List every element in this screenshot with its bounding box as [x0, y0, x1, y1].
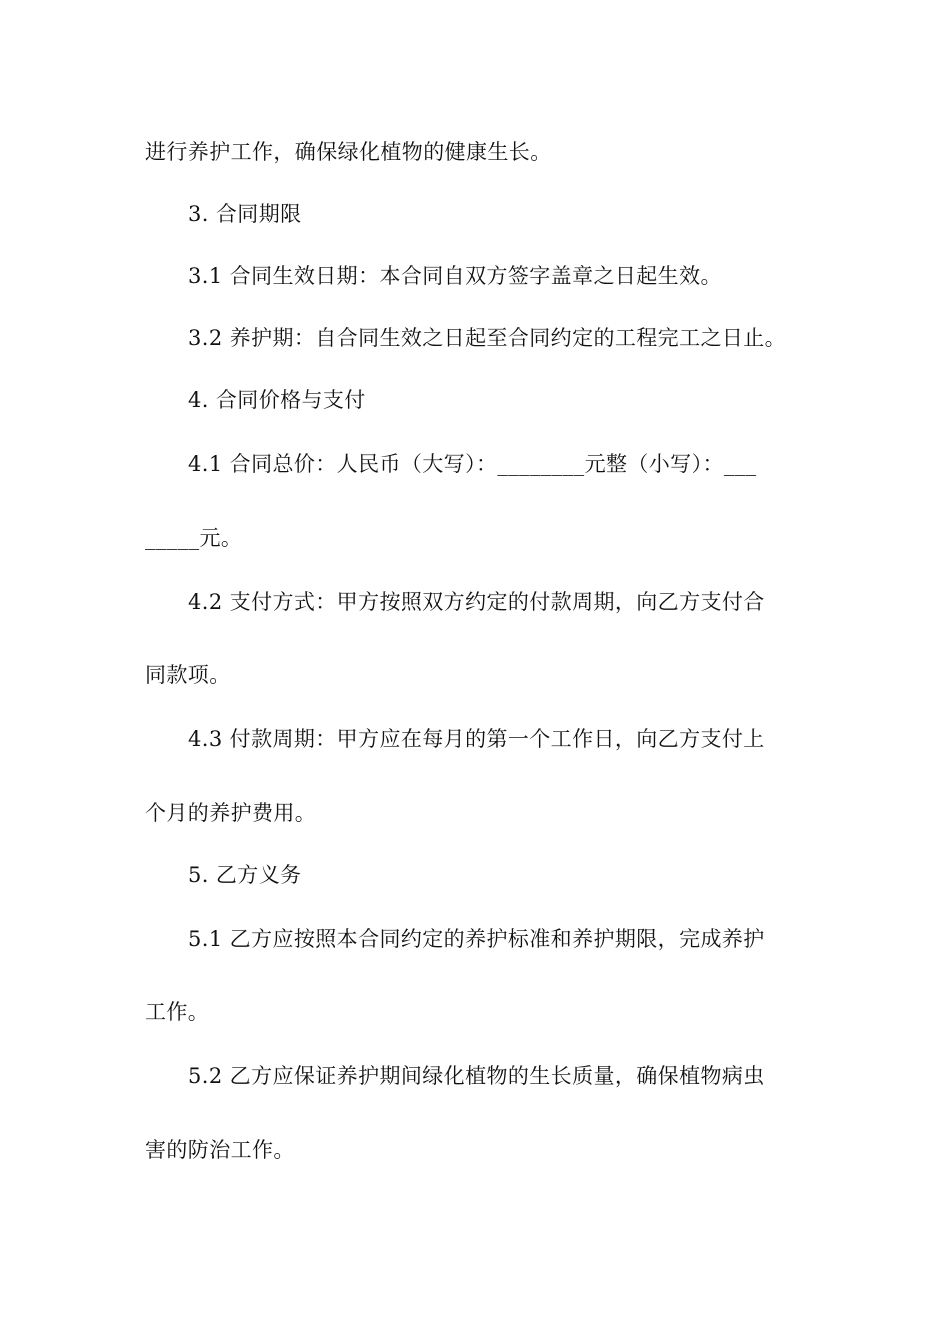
- clause-4-3: 4.3 付款周期：甲方应在每月的第一个工作日，向乙方支付上: [188, 727, 765, 751]
- clause-4-3-continuation: 个月的养护费用。: [145, 801, 317, 825]
- section-heading-5: 5. 乙方义务: [188, 863, 302, 887]
- clause-4-2-continuation: 同款项。: [145, 663, 231, 687]
- clause-4-1: 4.1 合同总价：人民币（大写）：________元整（小写）：___: [188, 452, 757, 476]
- section-heading-4: 4. 合同价格与支付: [188, 388, 366, 412]
- section-heading-3: 3. 合同期限: [188, 202, 302, 226]
- clause-3-1: 3.1 合同生效日期：本合同自双方签字盖章之日起生效。: [188, 264, 722, 288]
- clause-4-1-continuation: _____元。: [145, 526, 243, 550]
- clause-5-1-continuation: 工作。: [145, 1000, 210, 1024]
- clause-5-2-continuation: 害的防治工作。: [145, 1138, 295, 1162]
- clause-5-1: 5.1 乙方应按照本合同约定的养护标准和养护期限，完成养护: [188, 927, 765, 951]
- paragraph-continuation-line: 进行养护工作，确保绿化植物的健康生长。: [145, 140, 552, 164]
- clause-5-2: 5.2 乙方应保证养护期间绿化植物的生长质量，确保植物病虫: [188, 1064, 765, 1088]
- clause-3-2: 3.2 养护期：自合同生效之日起至合同约定的工程完工之日止。: [188, 326, 787, 350]
- clause-4-2: 4.2 支付方式：甲方按照双方约定的付款周期，向乙方支付合: [188, 590, 765, 614]
